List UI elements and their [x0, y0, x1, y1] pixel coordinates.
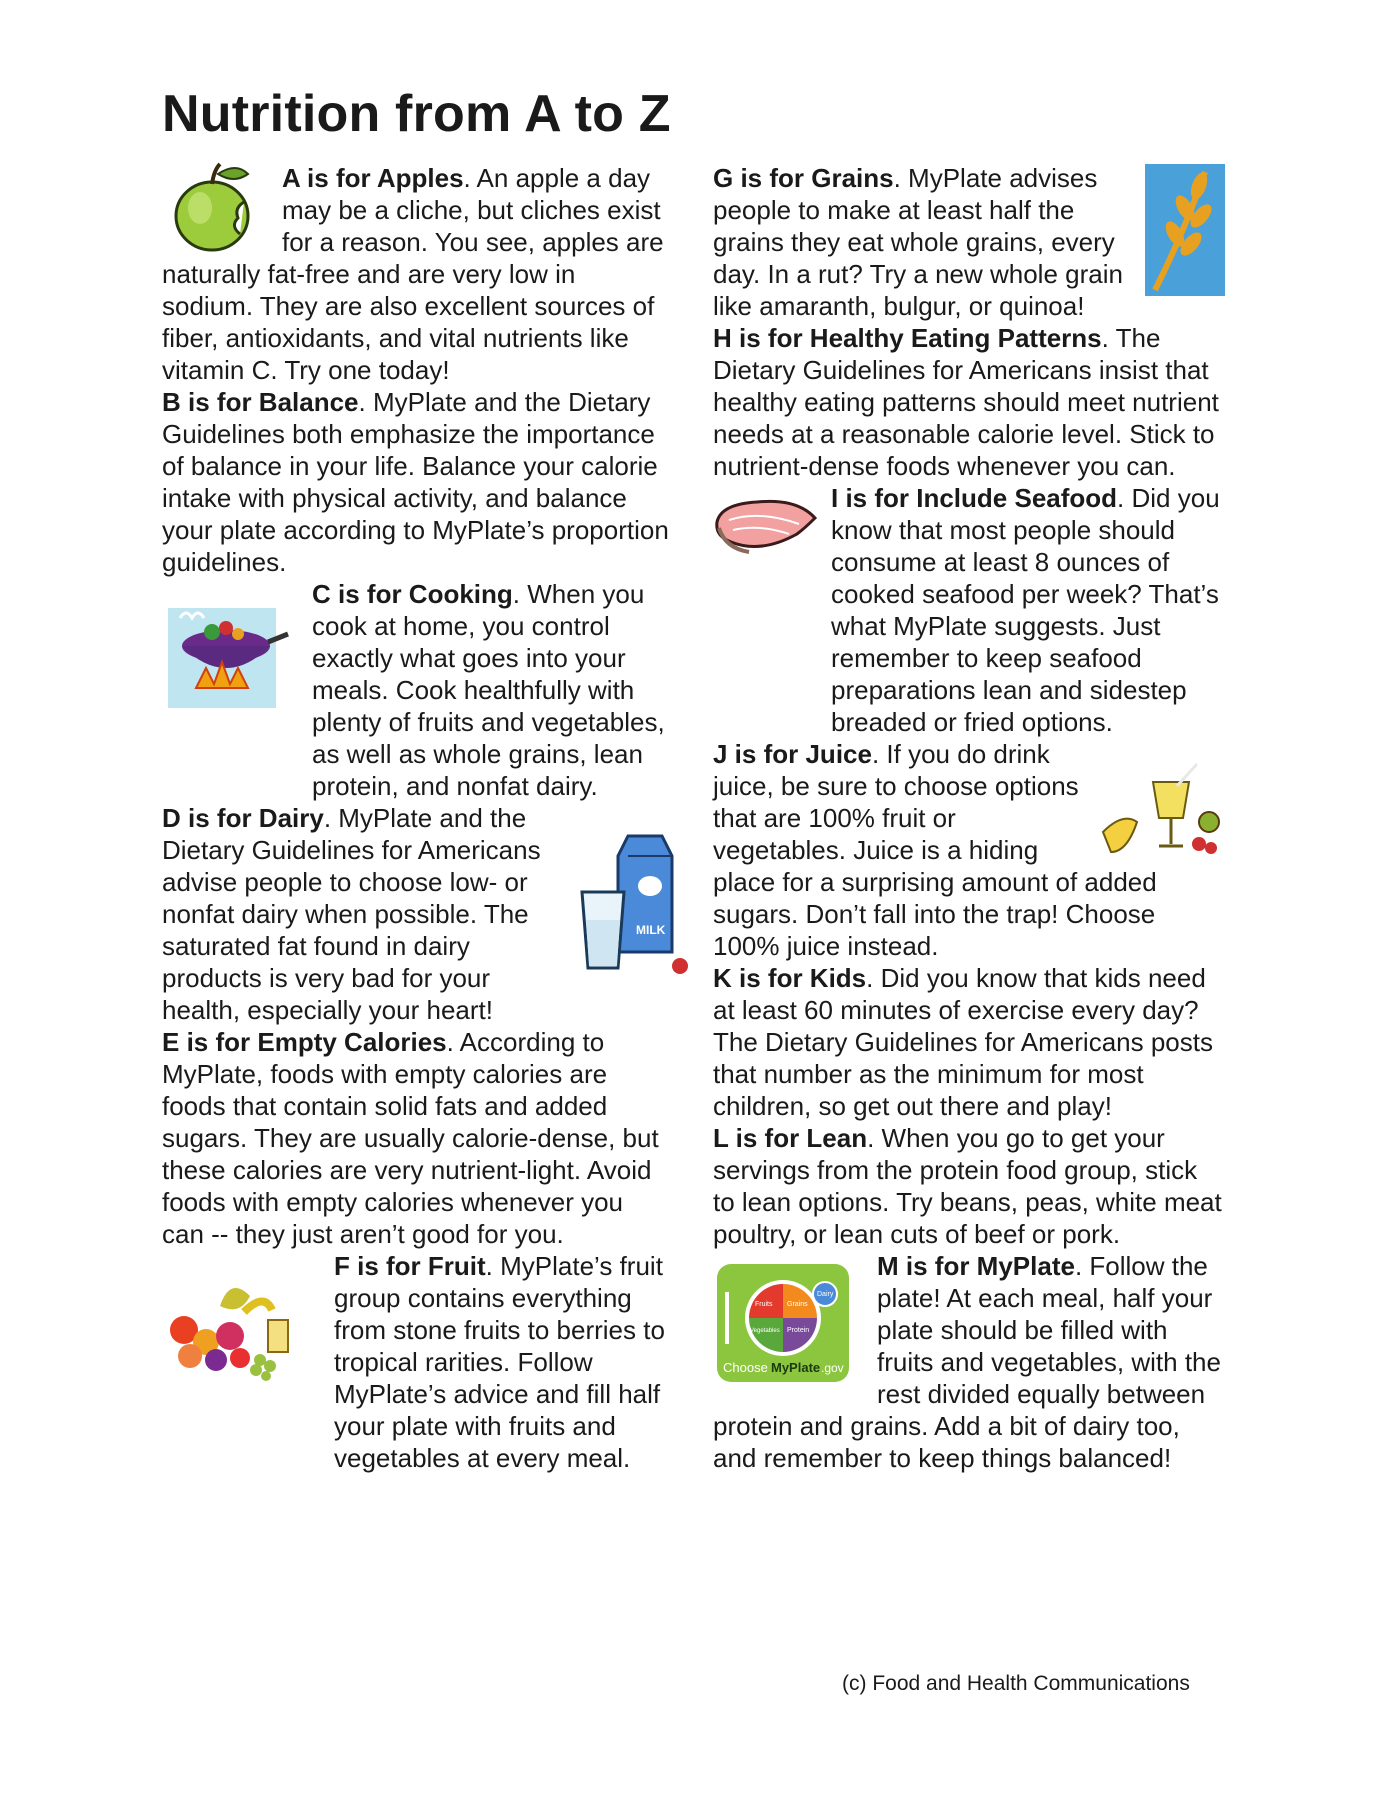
- entry-text: . Follow the plate! At each meal, half your plate should be filled with fruits and vegetables, with the rest divided equally between protein and grains. Add a bit of dairy too, and remember to keep things balanced!: [713, 1251, 1221, 1473]
- entry-heading: I is for Include Seafood: [831, 483, 1118, 513]
- entry-kids: [713, 962, 1223, 1122]
- fruit-basket-icon: [160, 1260, 310, 1386]
- svg-text:Grains: Grains: [787, 1301, 808, 1308]
- entry-heading: E is for Empty Calories: [162, 1027, 447, 1057]
- entry-healthy-eating: [713, 322, 1223, 482]
- myplate-logo-icon: [717, 1264, 849, 1382]
- entry-text: . MyPlate’s fruit group contains everything from stone fruits to berries to tropical rarities. Follow MyPlate’s advice and fill half your plate with fruits and vegetables at every meal.: [334, 1251, 665, 1473]
- cooking-wok-icon: [160, 588, 290, 716]
- entry-myplate: [713, 1250, 1223, 1474]
- entry-balance: [162, 386, 672, 578]
- entry-text: . When you go to get your servings from the protein food group, stick to lean options. Try beans, peas, white meat poultry, or lean cuts of beef or pork.: [713, 1123, 1222, 1249]
- svg-text:Protein: Protein: [787, 1327, 810, 1334]
- svg-text:MILK: MILK: [636, 923, 666, 937]
- svg-text:Vegetables: Vegetables: [750, 1328, 780, 1334]
- entry-heading: J is for Juice: [713, 739, 872, 769]
- entry-heading: C is for Cooking: [312, 579, 513, 609]
- entry-juice: [713, 738, 1223, 962]
- entry-empty-calories: [162, 1026, 672, 1250]
- svg-text:MyPlate: MyPlate: [771, 1360, 821, 1375]
- entry-text: . Did you know that kids need at least 60 minutes of exercise every day? The Dietary Guidelines for Americans posts that number as the minimum for most children, so get out there and play!: [713, 963, 1213, 1121]
- svg-text:Choose: Choose: [723, 1360, 768, 1375]
- entry-heading: B is for Balance: [162, 387, 359, 417]
- milk-carton-icon: [576, 830, 688, 980]
- entry-text: . When you cook at home, you control exactly what goes into your meals. Cook healthfully with plenty of fruits and vegetables, as well as whole grains, lean protein, and nonfat dairy.: [312, 579, 665, 801]
- entry-cooking: [162, 578, 672, 802]
- juice-fruit-icon: [1099, 762, 1225, 862]
- entry-text: . If you do drink juice, be sure to choose options that are 100% fruit or vegetables. Juice is a hiding place for a surprising amount of added sugars. Don’t fall into the trap! Choose 100% juice instead.: [713, 739, 1157, 961]
- right-column: [713, 162, 1223, 1474]
- salmon-steak-icon: [711, 492, 821, 556]
- entry-text: . Did you know that most people should consume at least 8 ounces of cooked seafood per week? That’s what MyPlate suggests. Just remember to keep seafood preparations lean and sidestep breaded or fried options.: [831, 483, 1220, 737]
- entry-heading: G is for Grains: [713, 163, 894, 193]
- entry-text: . An apple a day may be a cliche, but cliches exist for a reason. You see, apples are naturally fat-free and are very low in sodium. They are also excellent sources of fiber, antioxidants, and vital nutrients like vitamin C. Try one today!: [162, 163, 664, 385]
- entry-heading: D is for Dairy: [162, 803, 324, 833]
- entry-dairy: [162, 802, 672, 1026]
- entry-lean: [713, 1122, 1223, 1250]
- apple-icon: [160, 160, 272, 256]
- entry-heading: L is for Lean: [713, 1123, 868, 1153]
- svg-text:Fruits: Fruits: [755, 1301, 773, 1308]
- entry-heading: K is for Kids: [713, 963, 867, 993]
- entry-text: . According to MyPlate, foods with empty calories are foods that contain solid fats and added sugars. They are usually calorie-dense, but these calories are very nutrient-light. Avoid foods with empty calories whenever you can -- they just aren’t good for you.: [162, 1027, 659, 1249]
- entry-heading: H is for Healthy Eating Patterns: [713, 323, 1102, 353]
- entry-text: . The Dietary Guidelines for Americans insist that healthy eating patterns should meet nutrient needs at a reasonable calorie level. Stick to nutrient-dense foods whenever you can.: [713, 323, 1219, 481]
- left-column: [162, 162, 672, 1474]
- entry-heading: A is for Apples: [282, 163, 464, 193]
- entry-fruit: [162, 1250, 672, 1474]
- svg-text:Dairy: Dairy: [817, 1291, 834, 1298]
- page-title: Nutrition from A to Z: [162, 85, 671, 143]
- entry-text: . MyPlate and the Dietary Guidelines for Americans advise people to choose low- or nonfat dairy when possible. The saturated fat found in dairy products is very bad for your health, especially your heart!: [162, 803, 541, 1025]
- wheat-icon: [1145, 164, 1225, 296]
- svg-text:.gov: .gov: [821, 1361, 844, 1375]
- entry-text: . MyPlate advises people to make at least half the grains they eat whole grains, every day. In a rut? Try a new whole grain like amaranth, bulgur, or quinoa!: [713, 163, 1123, 321]
- entry-text: . MyPlate and the Dietary Guidelines both emphasize the importance of balance in your life. Balance your calorie intake with physical activity, and balance your plate according to MyPlate’s proportion guidelines.: [162, 387, 669, 577]
- entry-heading: F is for Fruit: [334, 1251, 486, 1281]
- copyright-footer: (c) Food and Health Communications: [842, 1672, 1190, 1695]
- entry-seafood: [713, 482, 1223, 738]
- entry-heading: M is for MyPlate: [877, 1251, 1075, 1281]
- entry-apples: [162, 162, 672, 386]
- entry-grains: [713, 162, 1223, 322]
